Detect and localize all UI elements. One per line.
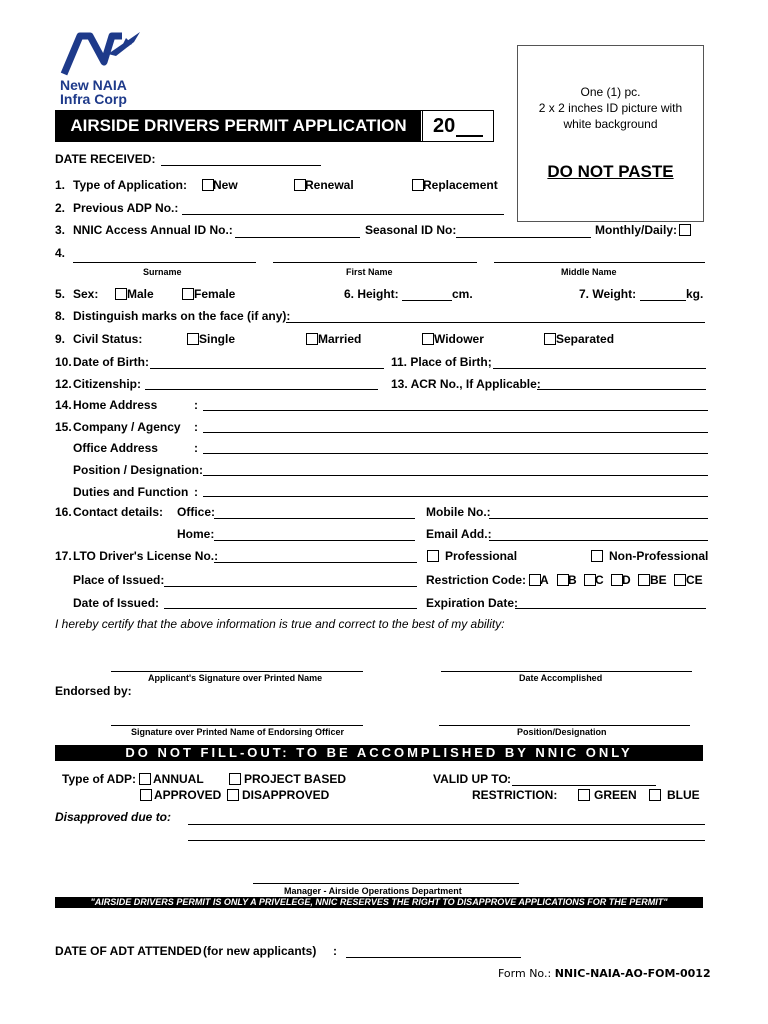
- officer-position-caption: Position/Designation: [517, 727, 607, 737]
- restriction-b-label: B: [568, 573, 577, 587]
- place-issued-label: Place of Issued:: [73, 573, 165, 587]
- year-prefix: 20: [433, 115, 456, 137]
- annual-label: ANNUAL: [153, 772, 204, 786]
- green-label: GREEN: [594, 788, 637, 802]
- certification-statement: I hereby certify that the above information is true and correct to the best of my ability:: [55, 617, 505, 631]
- restriction-c-label: C: [595, 573, 604, 587]
- restriction-be-label: BE: [650, 573, 667, 587]
- male-label: Male: [127, 287, 154, 301]
- item15-num: 15.: [55, 420, 72, 434]
- mobile-field[interactable]: [489, 518, 708, 519]
- item17-num: 17.: [55, 549, 72, 563]
- middle-name-caption: Middle Name: [561, 267, 617, 277]
- male-checkbox[interactable]: [115, 288, 127, 300]
- distinguish-marks-label: Distinguish marks on the face (if any):: [73, 309, 291, 323]
- office-phone-field[interactable]: [214, 518, 415, 519]
- type-of-application-label: Type of Application:: [73, 178, 187, 192]
- nnic-only-banner: DO NOT FILL-OUT: TO BE ACCOMPLISHED BY NNIC ONLY: [55, 745, 703, 761]
- title-bar: [55, 110, 494, 142]
- restriction-code-label: Restriction Code:: [426, 573, 527, 587]
- non-professional-checkbox[interactable]: [591, 550, 603, 562]
- single-label: Single: [199, 332, 236, 346]
- height-label: 6. Height:: [344, 287, 399, 301]
- type-of-adp-label: Type of ADP:: [62, 772, 136, 786]
- citizenship-label: Citizenship:: [73, 377, 141, 391]
- item1-num: 1.: [55, 178, 66, 192]
- civil-status-label: Civil Status:: [73, 332, 143, 346]
- renewal-label: Renewal: [305, 178, 354, 192]
- item14-num: 14.: [55, 398, 72, 412]
- form-number-label: Form No.:: [498, 967, 552, 980]
- project-based-label: PROJECT BASED: [244, 772, 347, 786]
- do-not-paste-notice: DO NOT PASTE: [547, 162, 674, 181]
- restriction-d-label: D: [622, 573, 631, 587]
- distinguish-marks-field[interactable]: [286, 322, 705, 323]
- officer-position-field[interactable]: [439, 725, 690, 726]
- office-address-field[interactable]: [203, 453, 708, 454]
- manager-signature-field[interactable]: [253, 883, 519, 884]
- endorsing-officer-caption: Signature over Printed Name of Endorsing Officer: [131, 727, 345, 737]
- privilege-banner: "AIRSIDE DRIVERS PERMIT IS ONLY A PRIVELEGE, NNIC RESERVES THE RIGHT TO DISAPPROVE APPLICATIONS FOR THE PERMIT": [55, 897, 703, 908]
- endorsing-officer-signature-field[interactable]: [111, 725, 363, 726]
- photo-line1: One (1) pc.: [580, 85, 641, 99]
- separated-label: Separated: [556, 332, 615, 346]
- duties-colon: :: [194, 485, 198, 499]
- adt-attended-field[interactable]: [346, 957, 521, 958]
- nnic-access-id-label: NNIC Access Annual ID No.:: [73, 223, 233, 237]
- item2-num: 2.: [55, 201, 66, 215]
- restriction-ce-label: CE: [686, 573, 703, 587]
- adt-attended-label: DATE OF ADT ATTENDED: [55, 944, 202, 958]
- form-number: [498, 967, 711, 980]
- item3-num: 3.: [55, 223, 66, 237]
- disapproved-checkbox[interactable]: [227, 789, 239, 801]
- home-address-field[interactable]: [203, 410, 708, 411]
- monthly-daily-checkbox[interactable]: [679, 224, 691, 236]
- sex-label: Sex:: [73, 287, 99, 301]
- new-label: New: [213, 178, 238, 192]
- applicant-signature-field[interactable]: [111, 671, 363, 672]
- home-address-label: Home Address: [73, 398, 158, 412]
- item8-num: 8.: [55, 309, 66, 323]
- disapproved-label: DISAPPROVED: [242, 788, 330, 802]
- logo-line2: Infra Corp: [60, 91, 127, 107]
- date-accomplished-caption: Date Accomplished: [519, 673, 603, 683]
- form-number-value: NNIC-NAIA-AO-FOM-0012: [554, 967, 711, 980]
- date-issued-field[interactable]: [164, 608, 417, 609]
- adt-note: (for new applicants): [203, 944, 317, 958]
- restriction-ce-checkbox[interactable]: [674, 574, 686, 586]
- photo-box: [517, 45, 704, 222]
- year-field[interactable]: [422, 111, 494, 141]
- middle-name-field[interactable]: [494, 262, 705, 263]
- company-label: Company / Agency: [73, 420, 181, 434]
- nnic-access-id-field[interactable]: [235, 237, 360, 238]
- item10-num: 10.: [55, 355, 72, 369]
- lto-license-label: LTO Driver's License No.:: [73, 549, 219, 563]
- surname-field[interactable]: [73, 262, 256, 263]
- weight-field[interactable]: [640, 300, 686, 301]
- item4-num: 4.: [55, 246, 66, 260]
- kg-label: kg.: [686, 287, 704, 301]
- disapproved-reason-field-1[interactable]: [188, 824, 705, 825]
- place-of-birth-field[interactable]: [493, 368, 706, 369]
- green-checkbox[interactable]: [578, 789, 590, 801]
- restriction-be-checkbox[interactable]: [638, 574, 650, 586]
- first-name-field[interactable]: [273, 262, 477, 263]
- previous-adp-field[interactable]: [182, 214, 504, 215]
- non-professional-label: Non-Professional: [609, 549, 709, 563]
- replacement-label: Replacement: [423, 178, 498, 192]
- project-based-checkbox[interactable]: [229, 773, 241, 785]
- airplane-logo-icon: [60, 28, 142, 76]
- home-phone-field[interactable]: [214, 540, 415, 541]
- first-name-caption: First Name: [346, 267, 393, 277]
- approved-label: APPROVED: [154, 788, 222, 802]
- photo-line2: 2 x 2 inches ID picture with: [538, 101, 683, 115]
- date-issued-label: Date of Issued:: [73, 596, 160, 610]
- married-label: Married: [318, 332, 362, 346]
- item5-num: 5.: [55, 287, 66, 301]
- date-received-field[interactable]: [161, 165, 321, 166]
- height-field[interactable]: [402, 300, 452, 301]
- company-logo: [58, 28, 158, 108]
- place-of-birth-label: 11. Place of Birth;: [391, 355, 492, 369]
- approved-checkbox[interactable]: [140, 789, 152, 801]
- date-of-birth-label: Date of Birth:: [73, 355, 149, 369]
- expiration-date-label: Expiration Date:: [426, 596, 519, 610]
- item12-num: 12.: [55, 377, 72, 391]
- married-checkbox[interactable]: [306, 333, 318, 345]
- disapproved-due-label: Disapproved due to:: [55, 810, 172, 824]
- lto-license-field[interactable]: [214, 562, 417, 563]
- office-address-label: Office Address: [73, 441, 158, 455]
- date-received-label: DATE RECEIVED:: [55, 152, 156, 166]
- widower-label: Widower: [434, 332, 484, 346]
- logo-line1: New NAIA: [60, 77, 127, 93]
- office-phone-label: Office:: [177, 505, 216, 519]
- single-checkbox[interactable]: [187, 333, 199, 345]
- acr-field[interactable]: [537, 389, 706, 390]
- item9-num: 9.: [55, 332, 66, 346]
- date-of-birth-field[interactable]: [150, 368, 384, 369]
- email-label: Email Add.:: [426, 527, 492, 541]
- date-accomplished-field[interactable]: [441, 671, 692, 672]
- female-label: Female: [194, 287, 236, 301]
- disapproved-reason-field-2[interactable]: [188, 840, 705, 841]
- duties-label: Duties and Function: [73, 485, 189, 499]
- surname-caption: Surname: [143, 267, 182, 277]
- acr-label: 13. ACR No., If Applicable:: [391, 377, 541, 391]
- restriction-label: RESTRICTION:: [472, 788, 558, 802]
- email-field[interactable]: [489, 540, 708, 541]
- form-title: AIRSIDE DRIVERS PERMIT APPLICATION: [56, 111, 421, 141]
- blue-label: BLUE: [667, 788, 700, 802]
- previous-adp-label: Previous ADP No.:: [73, 201, 179, 215]
- weight-label: 7. Weight:: [579, 287, 637, 301]
- restriction-a-label: A: [540, 573, 549, 587]
- seasonal-id-field[interactable]: [456, 237, 591, 238]
- home-address-colon: :: [194, 398, 198, 412]
- citizenship-field[interactable]: [145, 389, 378, 390]
- home-phone-label: Home:: [177, 527, 215, 541]
- annual-checkbox[interactable]: [139, 773, 151, 785]
- seasonal-id-label: Seasonal ID No:: [365, 223, 457, 237]
- widower-checkbox[interactable]: [422, 333, 434, 345]
- item16-num: 16.: [55, 505, 72, 519]
- valid-up-to-field[interactable]: [512, 785, 656, 786]
- professional-checkbox[interactable]: [427, 550, 439, 562]
- position-field[interactable]: [203, 475, 708, 476]
- expiration-date-field[interactable]: [515, 608, 706, 609]
- separated-checkbox[interactable]: [544, 333, 556, 345]
- photo-line3: white background: [563, 117, 658, 131]
- position-label: Position / Designation:: [73, 463, 204, 477]
- female-checkbox[interactable]: [182, 288, 194, 300]
- applicant-signature-caption: Applicant's Signature over Printed Name: [148, 673, 323, 683]
- mobile-label: Mobile No.:: [426, 505, 491, 519]
- cm-label: cm.: [452, 287, 473, 301]
- endorsed-by-label: Endorsed by:: [55, 684, 132, 698]
- valid-up-to-label: VALID UP TO: [433, 772, 508, 786]
- blue-checkbox[interactable]: [649, 789, 661, 801]
- valid-up-to-colon: :: [507, 772, 511, 786]
- adt-colon: :: [333, 944, 337, 958]
- professional-label: Professional: [445, 549, 518, 563]
- monthly-daily-label: Monthly/Daily:: [595, 223, 678, 237]
- company-field[interactable]: [203, 432, 708, 433]
- company-colon: :: [194, 420, 198, 434]
- office-address-colon: :: [194, 441, 198, 455]
- duties-field[interactable]: [203, 496, 708, 497]
- contact-details-label: Contact details:: [73, 505, 164, 519]
- place-issued-field[interactable]: [164, 586, 417, 587]
- manager-caption: Manager - Airside Operations Department: [284, 886, 462, 896]
